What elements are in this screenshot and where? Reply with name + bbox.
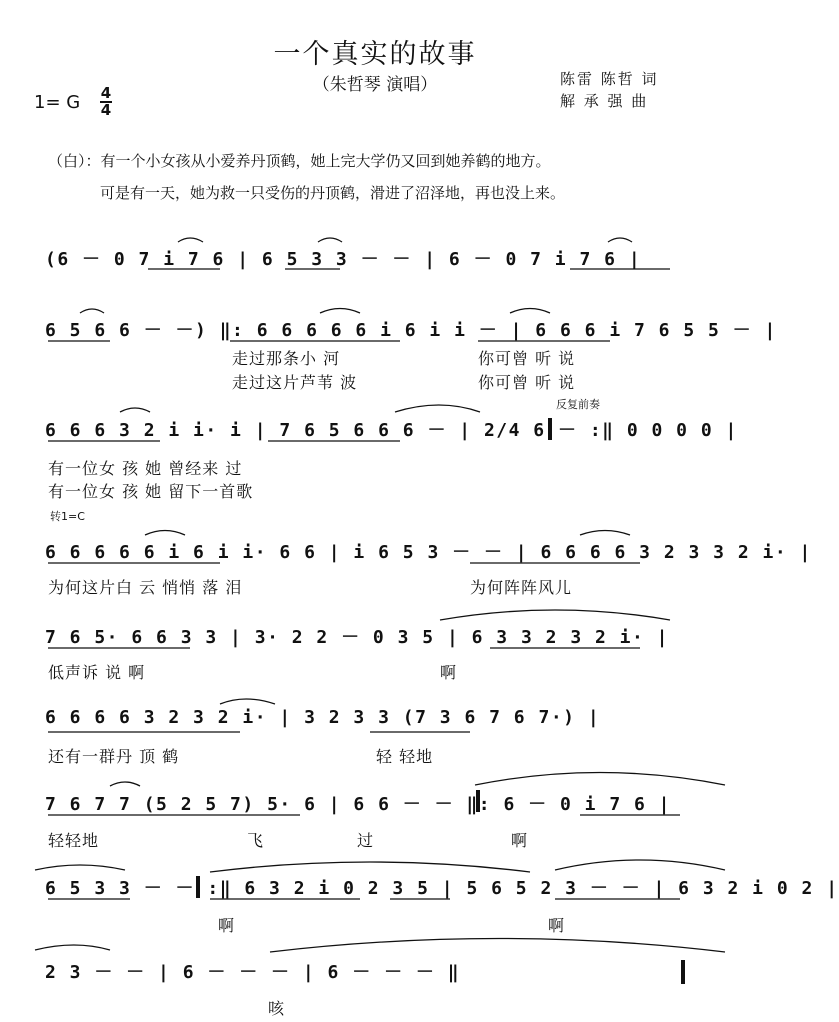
score-row-1: (6 － 0 7 i 7 6 | 6 5 3 3 － － | 6 － 0 7 i 7 6 | bbox=[45, 249, 642, 270]
score-row-8: 6 5 3 3 － － :‖ 6 3 2 i 0 2 3 5 | 5 6 5 2 3 － － | 6 3 2 i 0 2 | bbox=[45, 878, 839, 899]
lyric-7: 轻轻地 bbox=[48, 831, 100, 850]
score-row-9: 2 3 － － | 6 － － － | 6 － － － ‖ bbox=[45, 962, 461, 983]
score-row-5: 7 6 5· 6 6 3 3 | 3· 2 2 － 0 3 5 | 6 3 3 2 3 2 i· | bbox=[45, 627, 670, 648]
lyric-8b: 啊 bbox=[548, 916, 566, 935]
song-title: 一个真实的故事 bbox=[273, 39, 477, 70]
lyric-2c1: 你可曾 听 说 bbox=[478, 349, 576, 368]
time-top: 4 bbox=[100, 84, 112, 102]
lyric-3a: 有一位女 孩 她 曾经来 过 bbox=[48, 459, 243, 478]
lyric-2b: 走过这片芦苇 波 bbox=[232, 373, 358, 392]
lyric-8a: 啊 bbox=[218, 916, 236, 935]
lyric-4b: 为何阵阵风儿 bbox=[470, 578, 573, 597]
composer: 解 承 强 曲 bbox=[560, 92, 649, 110]
modulation-note: 转1=C bbox=[50, 510, 85, 523]
lyric-4: 为何这片白 云 悄悄 落 泪 bbox=[48, 578, 243, 597]
score-row-7: 7 6 7 7 (5 2 5 7) 5· 6 | 6 6 － － ‖: 6 － 0 i 7 6 | bbox=[45, 794, 671, 815]
score-row-3: 6 6 6 3 2 i i· i | 7 6 5 6 6 6 － | 2/4 6 － :‖ 0 0 0 0 | bbox=[45, 420, 738, 441]
lyric-5: 低声诉 说 啊 bbox=[48, 663, 146, 682]
lyric-6: 还有一群丹 顶 鹤 bbox=[48, 747, 180, 766]
intro-line-1: （白）：有一个小女孩从小爱养丹顶鹤，她上完大学仍又回到她养鹤的地方。 bbox=[48, 152, 551, 170]
intro-line-2: 可是有一天，她为救一只受伤的丹顶鹤，滑进了沼泽地，再也没上来。 bbox=[100, 184, 566, 202]
time-bottom: 4 bbox=[100, 101, 112, 119]
repeat-note: 反复前奏 bbox=[556, 398, 600, 411]
lyric-7b: 飞 bbox=[247, 831, 265, 850]
lyric-5b: 啊 bbox=[440, 663, 458, 682]
score-row-2: 6 5 6 6 － －) ‖: 6 6 6 6 6 i 6 i i － | 6 6 6 i 7 6 5 5 － | bbox=[45, 320, 777, 341]
lyricist: 陈雷 陈哲 词 bbox=[560, 70, 659, 88]
score-row-4: 6 6 6 6 6 i 6 i i· 6 6 | i 6 5 3 － － | 6 6 6 6 3 2 3 3 2 i· | bbox=[45, 542, 812, 563]
lyric-6b: 轻 轻地 bbox=[376, 747, 434, 766]
time-signature bbox=[100, 86, 112, 118]
lyric-7c: 过 bbox=[357, 831, 375, 850]
lyric-7d: 啊 bbox=[511, 831, 529, 850]
key-signature: 1= G bbox=[34, 92, 81, 113]
lyric-3b: 有一位女 孩 她 留下一首歌 bbox=[48, 482, 254, 501]
lyric-9: 咳 bbox=[268, 999, 286, 1018]
lyric-2c2: 你可曾 听 说 bbox=[478, 373, 576, 392]
performer: （朱哲琴 演唱） bbox=[312, 75, 438, 95]
score-row-6: 6 6 6 6 3 2 3 2 i· | 3 2 3 3 (7 3 6 7 6 7·) | bbox=[45, 707, 601, 728]
lyric-2a: 走过那条小 河 bbox=[232, 349, 341, 368]
